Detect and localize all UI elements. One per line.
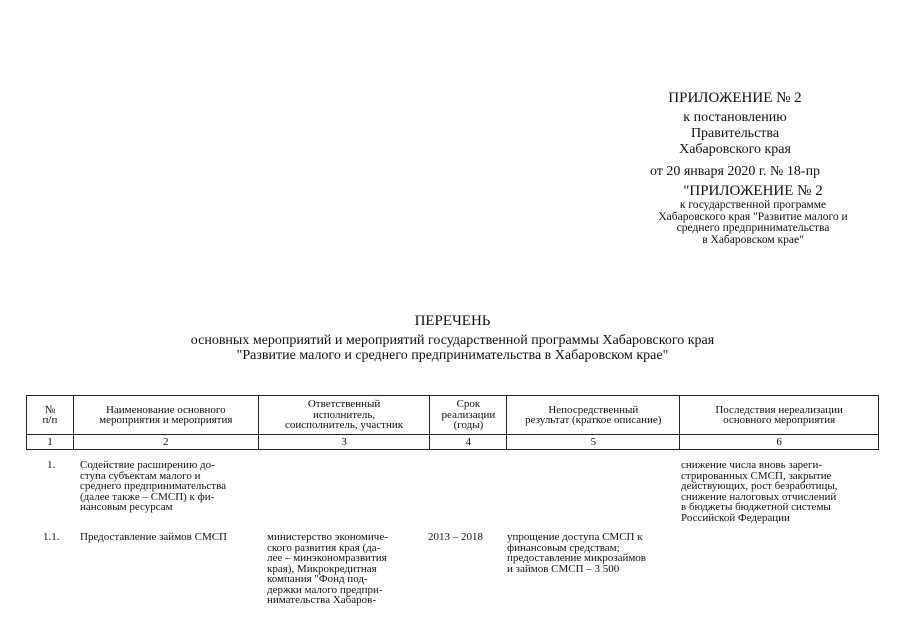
annex-line: к постановлению xyxy=(683,110,787,125)
annex-program-block xyxy=(628,182,878,246)
measures-table-header xyxy=(26,395,879,450)
header-cell-executor: Ответственный исполнитель, соисполнитель, участник xyxy=(258,396,430,435)
column-number: 3 xyxy=(258,435,430,450)
column-number: 5 xyxy=(507,435,680,450)
document-title: ПЕРЕЧЕНЬ xyxy=(414,313,491,329)
annex-program-line: среднего предпринимательства xyxy=(676,222,830,234)
annex-line: Хабаровского края xyxy=(679,142,791,157)
header-cell-result: Непосредственный результат (краткое описание) xyxy=(507,396,680,435)
document-subtitle-line: "Развитие малого и среднего предпринимательства в Хабаровском крае" xyxy=(236,348,669,363)
annex-program-title: "ПРИЛОЖЕНИЕ № 2 xyxy=(683,183,823,199)
annex-program-line: в Хабаровском крае" xyxy=(702,233,804,246)
annex-line: Правительства xyxy=(690,126,780,141)
column-number: 1 xyxy=(27,435,74,450)
row-result: упрощение доступа СМСП к финансовым средствам; предоставление микрозаймов и займов СМСП – 3 500 xyxy=(507,531,646,575)
annex-date: от 20 января 2020 г. № 18-пр xyxy=(649,164,821,179)
header-cell-consequences: Последствия нереализации основного мероприятия xyxy=(680,396,879,435)
column-number: 4 xyxy=(430,435,507,450)
row-measure-name: Предоставление займов СМСП xyxy=(80,531,228,543)
annex-title: ПРИЛОЖЕНИЕ № 2 xyxy=(668,90,802,106)
row-measure-name: Содействие расширению до- ступа субъектам малого и среднего предпринимательства (далее также – СМСП) к фи- нансовым ресурсам xyxy=(80,459,227,513)
row-period: 2013 – 2018 xyxy=(428,531,483,543)
annex-program-line: к государственной программе xyxy=(679,199,827,211)
header-cell-period: Срок реализации (годы) xyxy=(430,396,507,435)
row-consequences: снижение числа вновь зареги- стрированных СМСП, закрытие действующих, рост безработицы, снижение налоговых отчислений в бюджеты бюджетной системы Российской Федерации xyxy=(681,459,838,524)
annex-program-line: Хабаровского края "Развитие малого и xyxy=(658,210,848,223)
document-subtitle xyxy=(0,333,905,363)
document-subtitle-line: основных мероприятий и мероприятий государственной программы Хабаровского края xyxy=(190,333,715,348)
header-cell-number: № п/п xyxy=(27,396,74,435)
header-cell-name: Наименование основного мероприятия и мероприятия xyxy=(73,396,258,435)
column-number: 2 xyxy=(73,435,258,450)
row-executor: министерство экономиче- ского развития края (да- лее – минэкономразвития края), Микрокредитная компания "Фонд под- держки малого предпри- нимательства Хабаров- xyxy=(267,531,388,606)
annex-block xyxy=(630,90,840,180)
row-number: 1. xyxy=(47,459,56,471)
column-number: 6 xyxy=(680,435,879,450)
row-number: 1.1. xyxy=(43,531,60,543)
